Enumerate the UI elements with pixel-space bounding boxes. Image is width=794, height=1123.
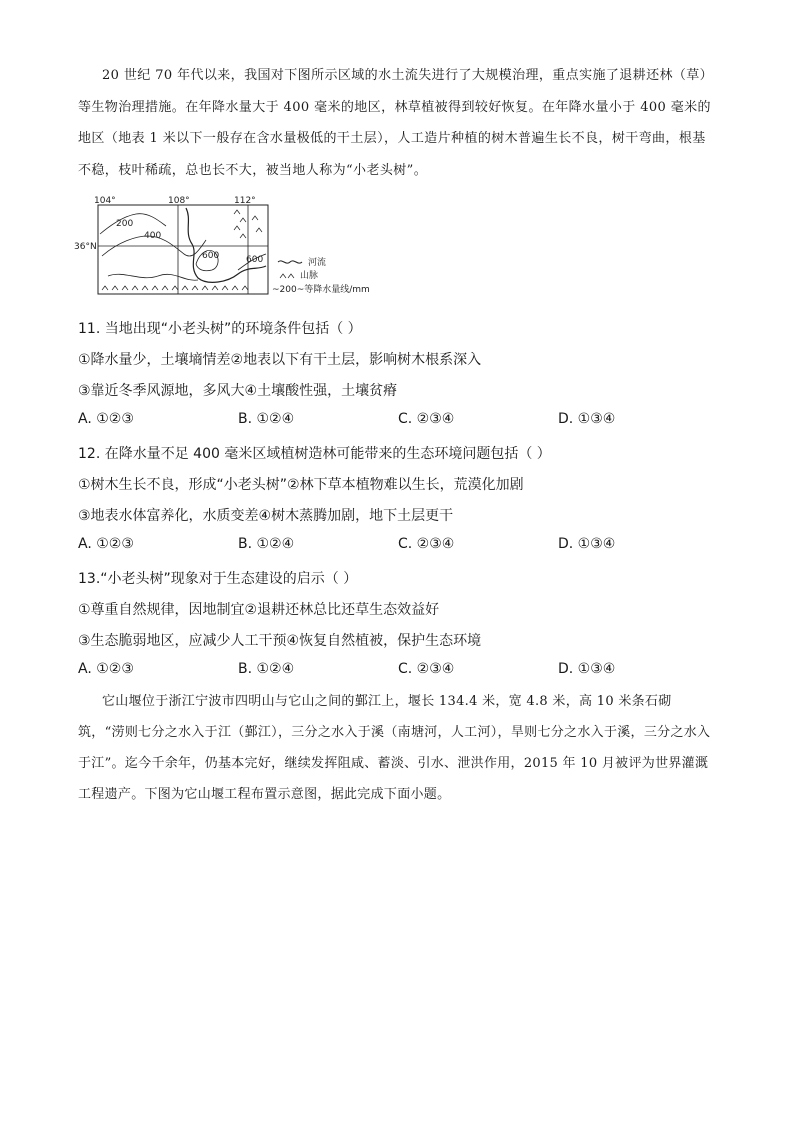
isohyet-label-400: 400 (144, 231, 162, 241)
q11-line1: ①降水量少，土壤墒情差②地表以下有干土层，影响树木根系深入 (78, 352, 482, 368)
q11-option-b[interactable]: B. ①②④ (238, 411, 295, 427)
q12-line1: ①树木生长不良，形成“小老头树”②林下草本植物难以生长，荒漠化加剧 (78, 477, 524, 493)
lat-label-36n: 36°N (74, 242, 97, 252)
tributary-river (108, 274, 198, 280)
q11-option-a[interactable]: A. ①②③ (78, 411, 134, 427)
q12-option-c[interactable]: C. ②③④ (398, 536, 455, 552)
q12-stem: 12. 在降水量不足 400 毫米区域植树造林可能带来的生态环境问题包括（ ） (78, 446, 551, 462)
q13-line2: ③生态脆弱地区，应减少人工干预④恢复自然植被，保护生态环境 (78, 633, 482, 649)
legend-river-label: 河流 (308, 258, 327, 268)
legend-mountain-symbol (280, 274, 294, 278)
q13-option-c[interactable]: C. ②③④ (398, 661, 455, 677)
q11-options (78, 411, 718, 433)
isohyet-label-600-b: 600 (246, 255, 264, 265)
q11-stem: 11. 当地出现“小老头树”的环境条件包括（ ） (78, 321, 362, 337)
q11-option-d[interactable]: D. ①③④ (558, 411, 616, 427)
q12-line2: ③地表水体富养化，水质变差④树木蒸腾加剧，地下土层更干 (78, 508, 454, 524)
lon-label-108: 108° (168, 196, 190, 206)
q12-option-a[interactable]: A. ①②③ (78, 536, 134, 552)
q13-option-b[interactable]: B. ①②④ (238, 661, 295, 677)
isohyet-label-600-a: 600 (202, 251, 220, 261)
q12-options (78, 536, 718, 558)
passage2-paragraph: 它山堰位于浙江宁波市四明山与它山之间的鄞江上，堰长 134.4 米，宽 4.8 米，高 10 米条石砌筑，“涝则七分之水入于江（鄞江），三分之水入于溪（南塘河，人工河），旱则七分之水入于溪，三分之水入于江”。迄今千余年，仍基本完好，继续发挥阻咸、蓄淡、引水、泄洪作用，2015 年 10 月被评为世界灌溉工程遗产。下图为它山堰工程布置示意图，据此完成下面小题。 (78, 694, 711, 802)
yellow-river (186, 208, 266, 282)
q13-stem: 13.“小老头树”现象对于生态建设的启示（ ） (78, 571, 358, 587)
q13-option-d[interactable]: D. ①③④ (558, 661, 616, 677)
lon-label-104: 104° (94, 196, 116, 206)
intro-paragraph: 20 世纪 70 年代以来，我国对下图所示区域的水土流失进行了大规模治理，重点实施了退耕还林（草）等生物治理措施。在年降水量大于 400 毫米的地区，林草植被得到较好恢复。在年降水量小于 400 毫米的地区（地表 1 米以下一般存在含水量极低的干土层），人工造片种植的树木普遍生长不良，树干弯曲，根基不稳，枝叶稀疏，总也长不大，被当地人称为“小老头树”。 (78, 68, 714, 178)
q12-option-b[interactable]: B. ①②④ (238, 536, 295, 552)
isohyet-label-200: 200 (116, 219, 134, 229)
legend-river-symbol (278, 261, 302, 263)
mountain-range-south (102, 286, 248, 290)
map-svg (74, 196, 388, 300)
q13-line1: ①尊重自然规律，因地制宜②退耕还林总比还草生态效益好 (78, 602, 440, 618)
q11-option-c[interactable]: C. ②③④ (398, 411, 455, 427)
legend-mountain-label: 山脉 (300, 271, 319, 281)
q11-line2: ③靠近冬季风源地，多风大④土壤酸性强，土壤贫瘠 (78, 383, 398, 399)
legend-isohyet-label: ~200~等降水量线/mm (272, 285, 370, 295)
q13-options (78, 661, 718, 683)
lon-label-112: 112° (234, 196, 256, 206)
q12-option-d[interactable]: D. ①③④ (558, 536, 616, 552)
precipitation-map (74, 196, 388, 300)
q13-option-a[interactable]: A. ①②③ (78, 661, 134, 677)
